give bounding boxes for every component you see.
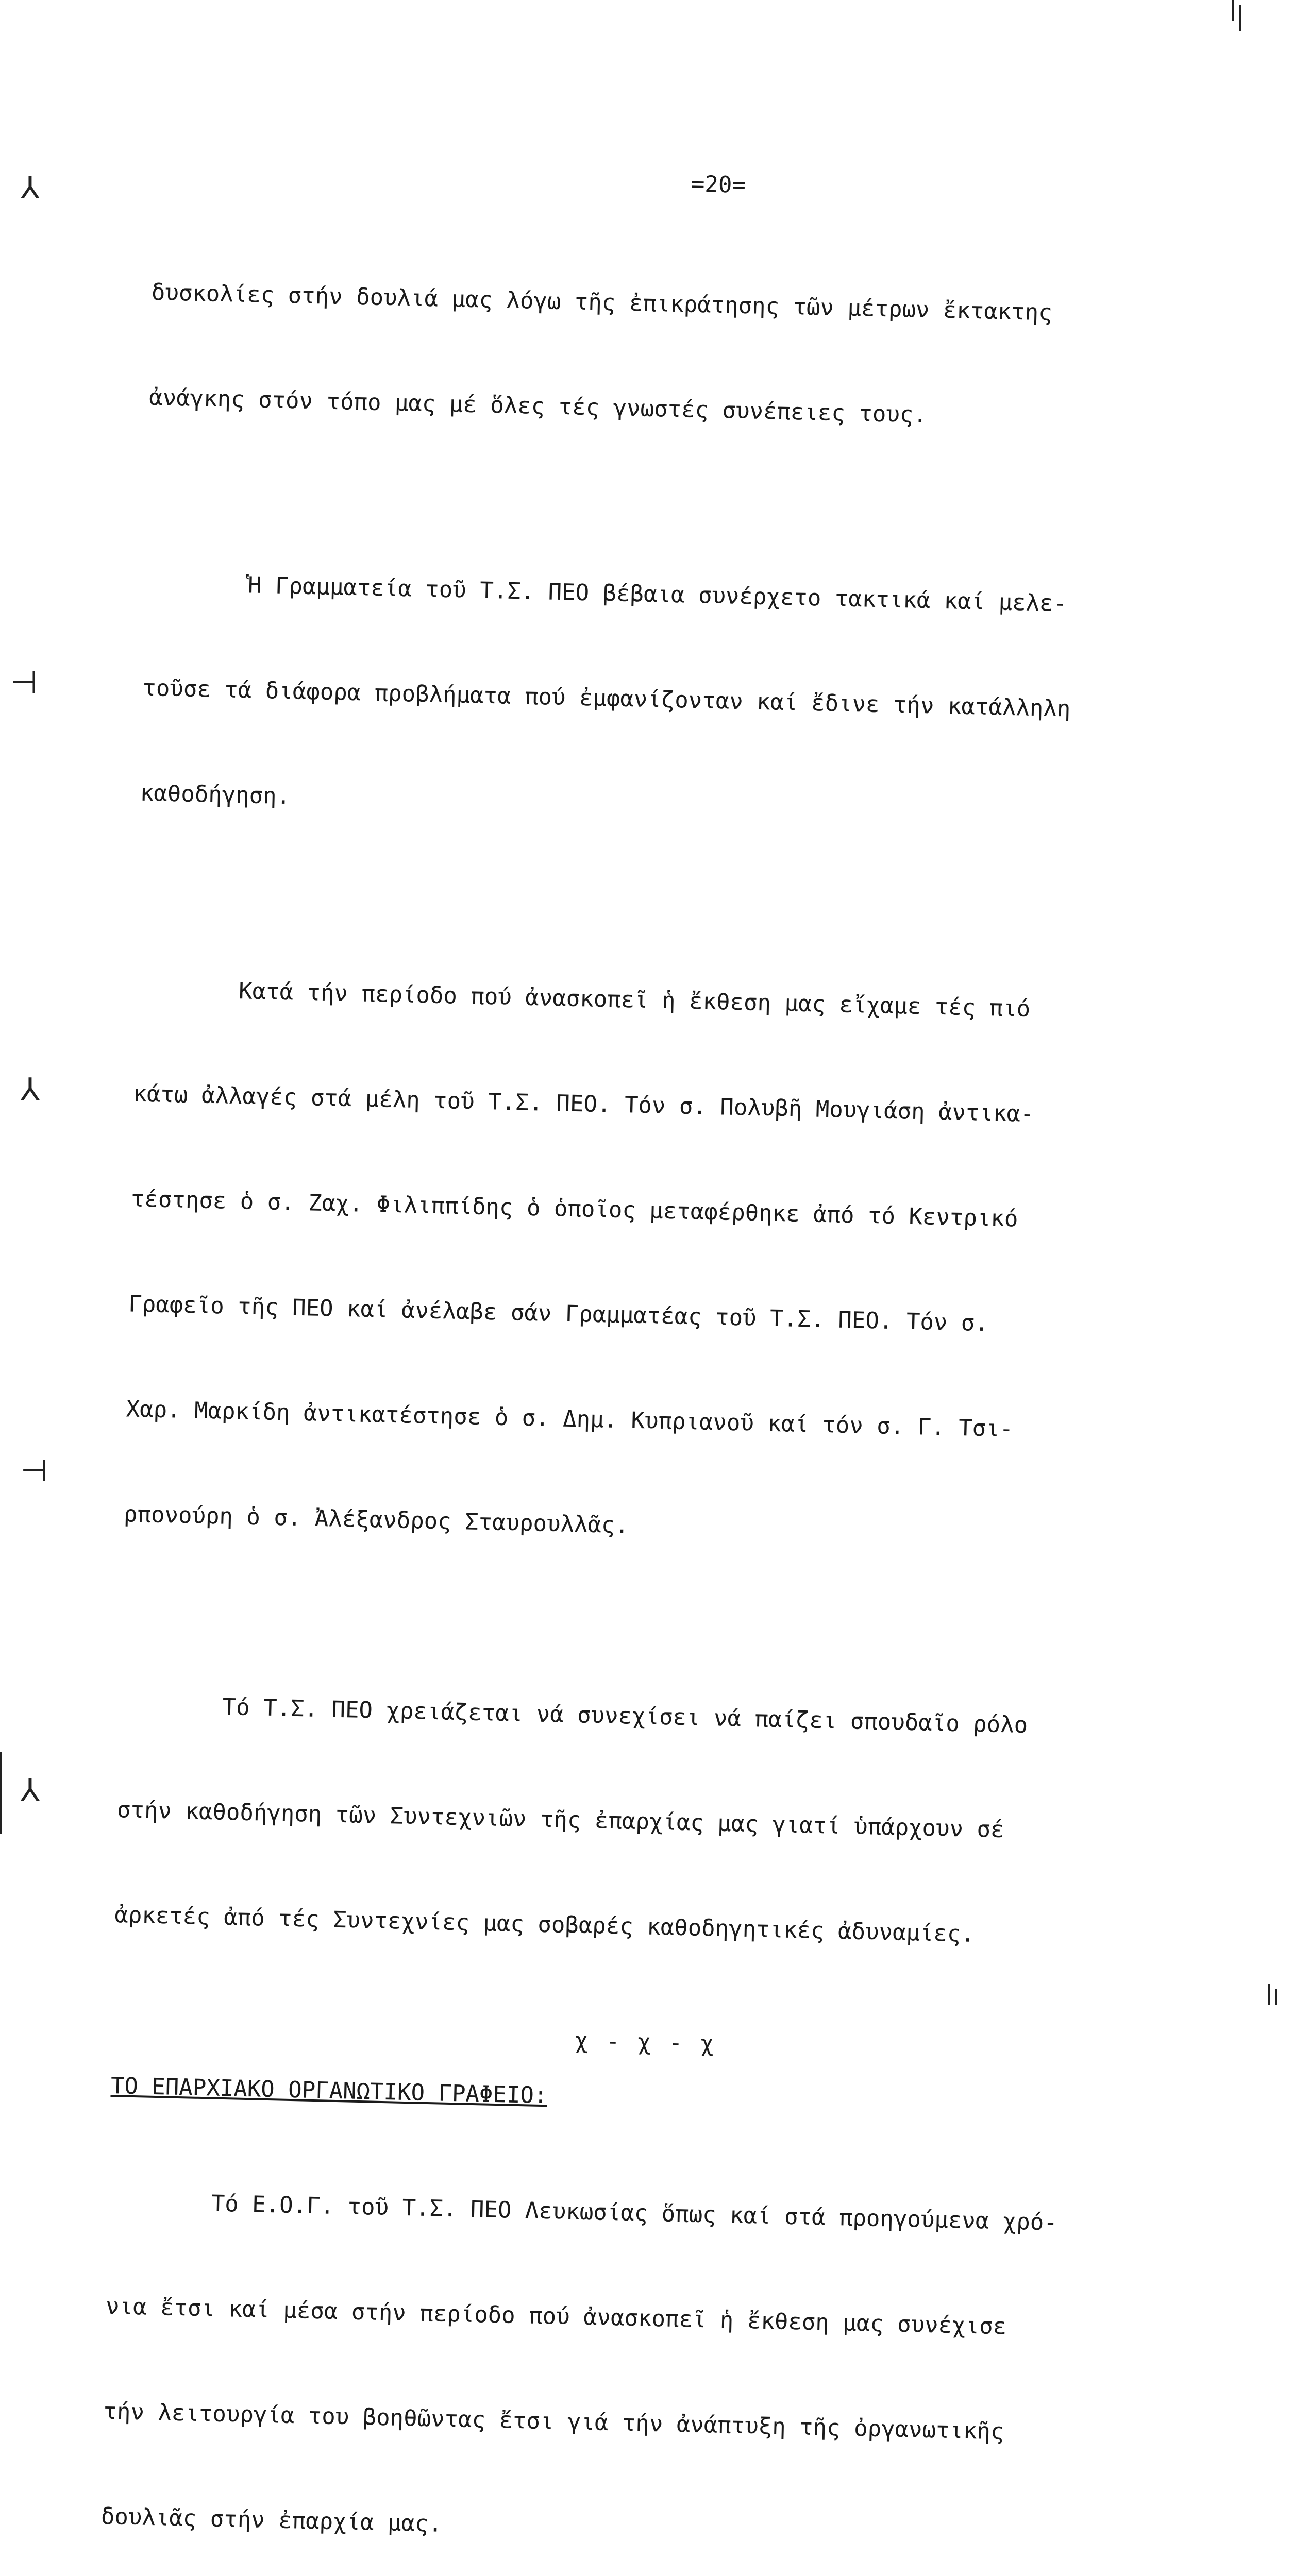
edge-binding-mark — [1275, 1989, 1277, 2005]
paragraph — [113, 1617, 1188, 2027]
paragraph — [122, 902, 1204, 1626]
text-line: ἀρκετές ἀπό τές Συντεχνίες μας σοβαρές καθοδηγητικές ἀδυναμίες. — [114, 1902, 975, 1947]
text-line: κάτω ἀλλαγές στά μέλη τοῦ Τ.Σ. ΠΕΟ. Τόν σ. Πολυβῆ Μουγιάση ἀντικα- — [133, 1080, 1035, 1128]
paragraph — [99, 2114, 1177, 2576]
text-line: νια ἔτσι καί μέσα στήν περίοδο πού ἀνασκοπεῖ ἡ ἔκθεση μας συνέχισε — [105, 2293, 1007, 2340]
margin-tick-mark: ⊣ — [10, 665, 38, 701]
text-line: δουλιᾶς στήν ἐπαρχία μας. — [100, 2503, 443, 2537]
text-line: Γραφεῖο τῆς ΠΕΟ καί ἀνέλαβε σάν Γραμματέας τοῦ Τ.Σ. ΠΕΟ. Τόν σ. — [128, 1291, 989, 1337]
typewritten-text — [46, 155, 1221, 2576]
edge-binding-mark — [1239, 5, 1241, 31]
intro-paragraphs — [113, 205, 1220, 2027]
text-line: τοῦσε τά διάφορα προβλήματα πού ἐμφανίζονταν καί ἔδινε τήν κατάλληλη — [142, 674, 1071, 722]
text-line: Τό Ε.Ο.Γ. τοῦ Τ.Σ. ΠΕΟ Λευκωσίας ὅπως καί στά προηγούμενα χρό- — [211, 2190, 1058, 2236]
edge-binding-mark — [0, 1752, 2, 1834]
page-number: =20= — [691, 171, 746, 199]
margin-tick-mark: ⅄ — [21, 1072, 40, 1108]
margin-tick-mark: ⊣ — [21, 1453, 48, 1489]
edge-binding-mark — [1232, 0, 1234, 21]
text-line: στήν καθοδήγηση τῶν Συντεχνιῶν τῆς ἐπαρχίας μας γιατί ὑπάρχουν σέ — [116, 1797, 1005, 1843]
text-line: ρπονούρη ὁ σ. Ἀλέξανδρος Σταυρουλλᾶς. — [123, 1501, 629, 1539]
margin-tick-mark: ⅄ — [21, 1772, 40, 1808]
text-line: Χαρ. Μαρκίδη ἀντικατέστησε ὁ σ. Δημ. Κυπριανοῦ καί τόν σ. Γ. Τσι- — [126, 1396, 1014, 1443]
section-separator: χ - χ - χ — [574, 2027, 716, 2057]
text-line: Τό Τ.Σ. ΠΕΟ χρειάζεται νά συνεχίσει νά παίζει σπουδαῖο ρόλο — [222, 1693, 1028, 1739]
section-heading: ΤΟ ΕΠΑΡΧΙΑΚΟ ΟΡΓΑΝΩΤΙΚΟ ΓΡΑΦΕΙΟ: — [110, 2073, 548, 2109]
text-line: τήν λειτουργία του βοηθῶντας ἔτσι γιά τήν ἀνάπτυξη τῆς ὀργανωτικῆς — [103, 2398, 1005, 2445]
text-line: ἀνάγκης στόν τόπο μας μέ ὅλες τές γνωστές συνέπειες τους. — [148, 384, 928, 429]
text-line: Κατά τήν περίοδο πού ἀνασκοπεῖ ἡ ἔκθεση μας εἴχαμε τές πιό — [238, 978, 1031, 1022]
section-paragraphs — [48, 2114, 1177, 2576]
paragraph — [147, 205, 1220, 510]
edge-binding-mark — [1268, 1984, 1270, 2005]
paragraph — [138, 496, 1213, 905]
margin-tick-mark: ⅄ — [21, 170, 40, 206]
text-line: δυσκολίες στήν δουλιά μας λόγω τῆς ἐπικράτησης τῶν μέτρων ἔκτακτης — [151, 279, 1053, 326]
text-line: καθοδήγηση. — [140, 779, 291, 810]
text-line: Ἡ Γραμματεία τοῦ Τ.Σ. ΠΕΟ βέβαια συνέρχετο τακτικά καί μελε- — [247, 572, 1067, 617]
text-line: τέστησε ὁ σ. Ζαχ. Φιλιππίδης ὁ ὁποῖος μεταφέρθηκε ἀπό τό Κεντρικό — [130, 1185, 1019, 1232]
